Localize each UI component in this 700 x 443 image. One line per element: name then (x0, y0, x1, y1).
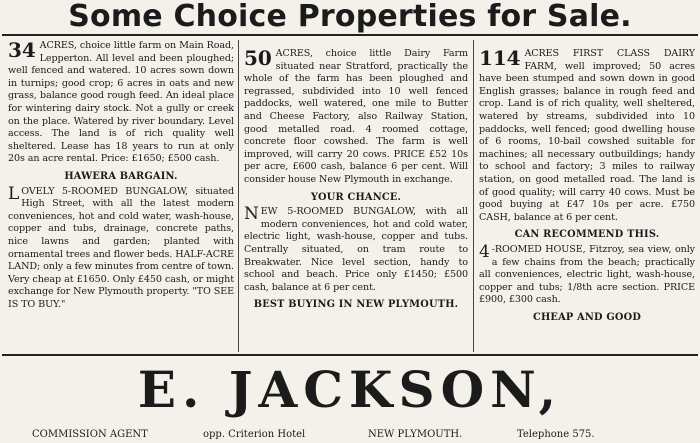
listing-hawera-bungalow (8, 183, 234, 312)
listing-50-acres (244, 48, 468, 187)
listing-tagline: BEST BUYING IN NEW PLYMOUTH. (253, 299, 459, 311)
listing-text: ACRES FIRST CLASS DAIRY FARM, well improved; 50 acres have been stumped and sown down in good English grasses; balance in rough feed and crop. Land is of rich quality, well sheltered, watered by streams, subdivided into 10 paddocks, well fenced; good dwelling house of 6 rooms, 10-bail cowshed suitable for machines; all necessary outbuildings; handy to school and factory; 3 miles to railway station, on good metalled road. The land is of good quality; will carry 40 cows. Must be good buying at £47 10s per acre. £750 CASH, balance at 6 per cent. (479, 48, 695, 223)
agent-role: COMMISSION AGENT (32, 429, 148, 440)
listing-number: 114 (479, 48, 521, 70)
drop-cap: L (8, 183, 20, 204)
agent-address: opp. Criterion Hotel (203, 429, 306, 440)
listing-114-acres (479, 48, 695, 224)
listing-tagline: CAN RECOMMEND THIS. (514, 229, 660, 241)
listing-number: 50 (244, 48, 272, 70)
column-1 (8, 40, 234, 352)
column-divider (238, 40, 239, 352)
listing-text: -ROOMED HOUSE, Fitzroy, sea view, only a few chains from the beach; practically all conveniences, electric light, wash-house, copper and tubs; 1/8th acre section. PRICE £900, £300 cash. (479, 243, 695, 306)
column-divider (473, 40, 474, 352)
agent-phone: Telephone 575. (517, 429, 595, 440)
listing-text: ACRES, choice little farm on Main Road, Lepperton. All level and been ploughed; well fenced and watered. 10 acres sown down in turnips; good crop; 6 acres in oats and new grass, balance good rough feed. An ideal place for wintering dairy stock. Not a gully or creek on the place. Watered by river boundary. Level access. The land is of rich quality well sheltered. Lease has 18 years to run at only 20s an acre rental. Price: £1650; £500 cash. (8, 40, 234, 165)
bottom-rule (2, 354, 698, 356)
drop-cap: 4 (479, 241, 490, 262)
headline: Some Choice Properties for Sale. (68, 0, 632, 34)
listing-text: OVELY 5-ROOMED BUNGALOW, situated High Street, with all the latest modern conveniences, hot and cold water, wash-house, copper and tubs, drainage, concrete paths, nice lawns and garden; planted with ornamental trees and flower beds. HALF-ACRE LAND; only a few minutes from centre of town. Very cheap at £1650. Only £450 cash, or might exchange for New Plymouth property. "TO SEE IS TO BUY." (8, 185, 234, 310)
column-2 (244, 48, 468, 360)
column-3 (479, 48, 695, 360)
agent-name: E. JACKSON, (137, 360, 563, 419)
footer (0, 428, 700, 442)
listing-text: EW 5-ROOMED BUNGALOW, with all modern conveniences, hot and cold water, electric light, wash-house, copper and tubs. Centrally situated, on tram route to Breakwater. Nice level section, handy to school and beach. Price only £1450; £500 cash, balance at 6 per cent. (244, 206, 468, 293)
top-rule (2, 34, 698, 36)
agent-town: NEW PLYMOUTH. (368, 429, 463, 440)
listing-heading: HAWERA BARGAIN. (64, 170, 178, 182)
drop-cap: N (244, 204, 259, 225)
listing-text: ACRES, choice little Dairy Farm situated near Stratford, practically the whole of the farm has been ploughed and regrassed, subdivided into 10 well fenced paddocks, well watered, one mile to Butter and Cheese Factory, also Railway Station, good metalled road. 4 roomed cottage, concrete floor cowshed. The farm is well improved, will carry 20 cows. PRICE £52 10s per acre, £600 cash, balance 6 per cent. Will consider house New Plymouth in exchange. (244, 48, 468, 185)
listing-tagline: CHEAP AND GOOD (532, 311, 642, 323)
listing-fitzroy-house (479, 241, 695, 307)
listing-number: 34 (8, 40, 36, 62)
listing-new-bungalow (244, 206, 468, 294)
listing-heading: YOUR CHANCE. (310, 191, 402, 203)
listing-34-acres (8, 40, 234, 166)
